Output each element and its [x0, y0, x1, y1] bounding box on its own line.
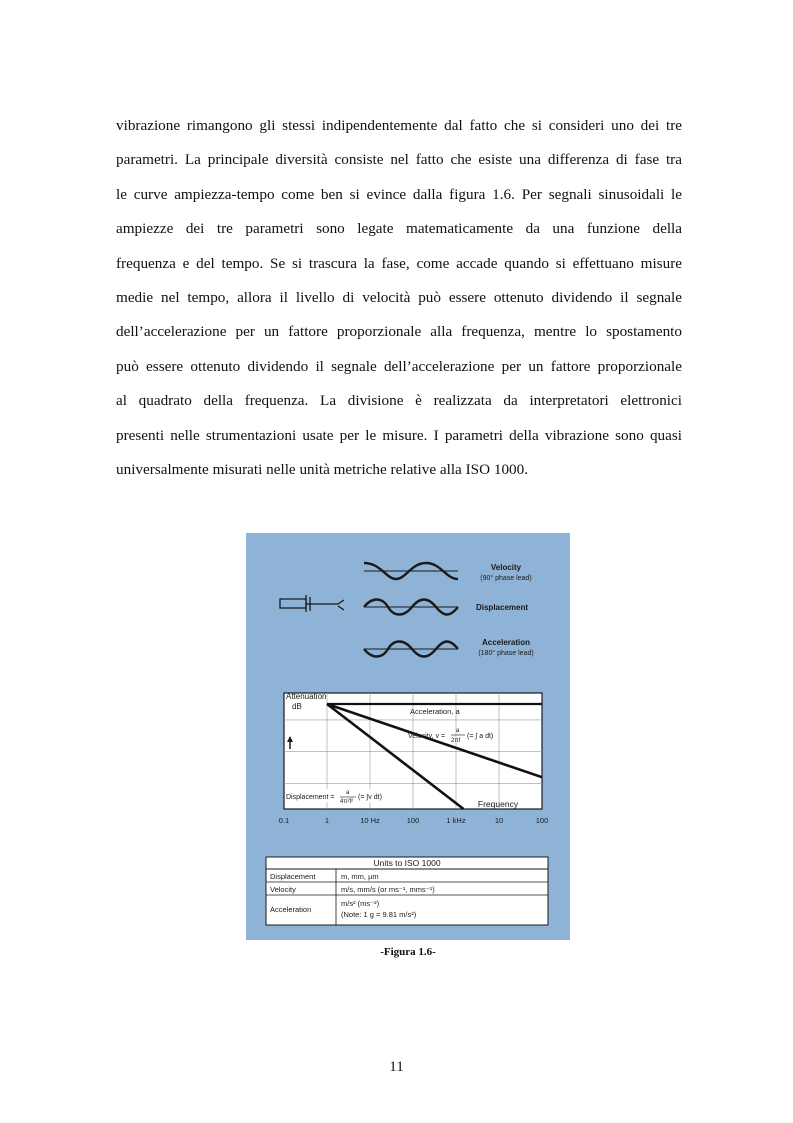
table-param-displacement: Displacement	[270, 872, 316, 881]
units-table	[266, 857, 548, 925]
accelerometer-icon	[280, 595, 344, 612]
body-paragraph	[116, 109, 682, 487]
phase-waves	[280, 563, 534, 657]
acceleration-line-label: Acceleration, a	[410, 707, 460, 716]
x-tick-label: 100	[406, 816, 420, 825]
page-number: 11	[389, 1059, 404, 1075]
table-title: Units to ISO 1000	[373, 858, 441, 868]
table-units-acceleration-note: (Note: 1 g = 9.81 m/s²)	[341, 910, 417, 919]
y-axis-unit: dB	[292, 702, 302, 711]
text-line: può essere ottenuto dividendo il segnale dell’accelerazione per un fattore proporzionale	[116, 357, 682, 375]
text-line: frequenza e del tempo. Se si trascura la fase, come accade quando si effettuano misure	[116, 254, 682, 272]
text-line: vibrazione rimangono gli stessi indipendentemente dal fatto che si consideri uno dei tre	[116, 117, 682, 134]
text-line: presenti nelle strumentazioni usate per le misure. I parametri della vibrazione sono quasi	[116, 426, 682, 444]
x-axis-ticks	[279, 816, 548, 825]
displacement-formula-suffix: (= ∫v dt)	[358, 794, 382, 801]
velocity-formula-numerator: a	[456, 728, 460, 734]
text-line: ampiezze dei tre parametri sono legate matematicamente da una funzione della	[116, 220, 682, 238]
velocity-phase-note: (90° phase lead)	[480, 575, 532, 582]
table-units-velocity: m/s, mm/s (or ms⁻¹, mms⁻¹)	[341, 885, 435, 894]
text-line: medie nel tempo, allora il livello di velocità può essere ottenuto dividendo il segnale	[116, 289, 682, 307]
x-tick-label: 100	[535, 816, 549, 825]
text-line: dell’accelerazione per un fattore proporzionale alla frequenza, mentre lo spostamento	[116, 323, 682, 341]
velocity-wave-label: Velocity	[490, 563, 522, 572]
x-axis-label: Frequency	[477, 799, 519, 809]
text-line: universalmente misurati nelle unità metriche relative alla ISO 1000.	[116, 461, 529, 479]
x-tick-label: 10 Hz	[360, 816, 380, 825]
text-line: le curve ampiezza-tempo come ben si evince dalla figura 1.6. Per segnali sinusoidali le	[116, 185, 682, 203]
acceleration-phase-note: (180° phase lead)	[478, 650, 534, 657]
velocity-formula-prefix: Velocity, v =	[408, 733, 446, 740]
displacement-formula-denominator: 4π²f²	[340, 799, 354, 805]
x-tick-label: 0.1	[278, 816, 290, 825]
figure-graphic	[246, 533, 570, 940]
table-param-acceleration: Acceleration	[270, 905, 312, 914]
x-tick-label: 1	[324, 816, 330, 825]
y-axis-label: Attenuation	[286, 692, 327, 701]
text-line: al quadrato della frequenza. La divisione è realizzata da interpretatori elettronici	[116, 392, 682, 410]
displacement-formula-prefix: Displacement =	[286, 794, 335, 801]
displacement-formula-numerator: a	[346, 790, 350, 796]
displacement-wave-label: Displacement	[475, 603, 529, 612]
table-units-displacement: m, mm, µm	[341, 872, 379, 881]
x-tick-label: 1 kHz	[446, 816, 466, 825]
figure-caption: -Figura 1.6-	[380, 946, 436, 958]
acceleration-wave-label: Acceleration	[481, 638, 531, 647]
x-tick-label: 10	[494, 816, 504, 825]
table-units-acceleration: m/s² (ms⁻²)	[341, 899, 380, 908]
attenuation-chart	[279, 692, 548, 825]
velocity-formula-denominator: 2πf	[451, 738, 461, 744]
text-line: parametri. La principale diversità consiste nel fatto che esiste una differenza di fase tra	[116, 151, 682, 169]
figure-1-6	[246, 533, 570, 940]
velocity-formula-suffix: (= ∫ a dt)	[467, 733, 494, 740]
table-param-velocity: Velocity	[270, 885, 296, 894]
